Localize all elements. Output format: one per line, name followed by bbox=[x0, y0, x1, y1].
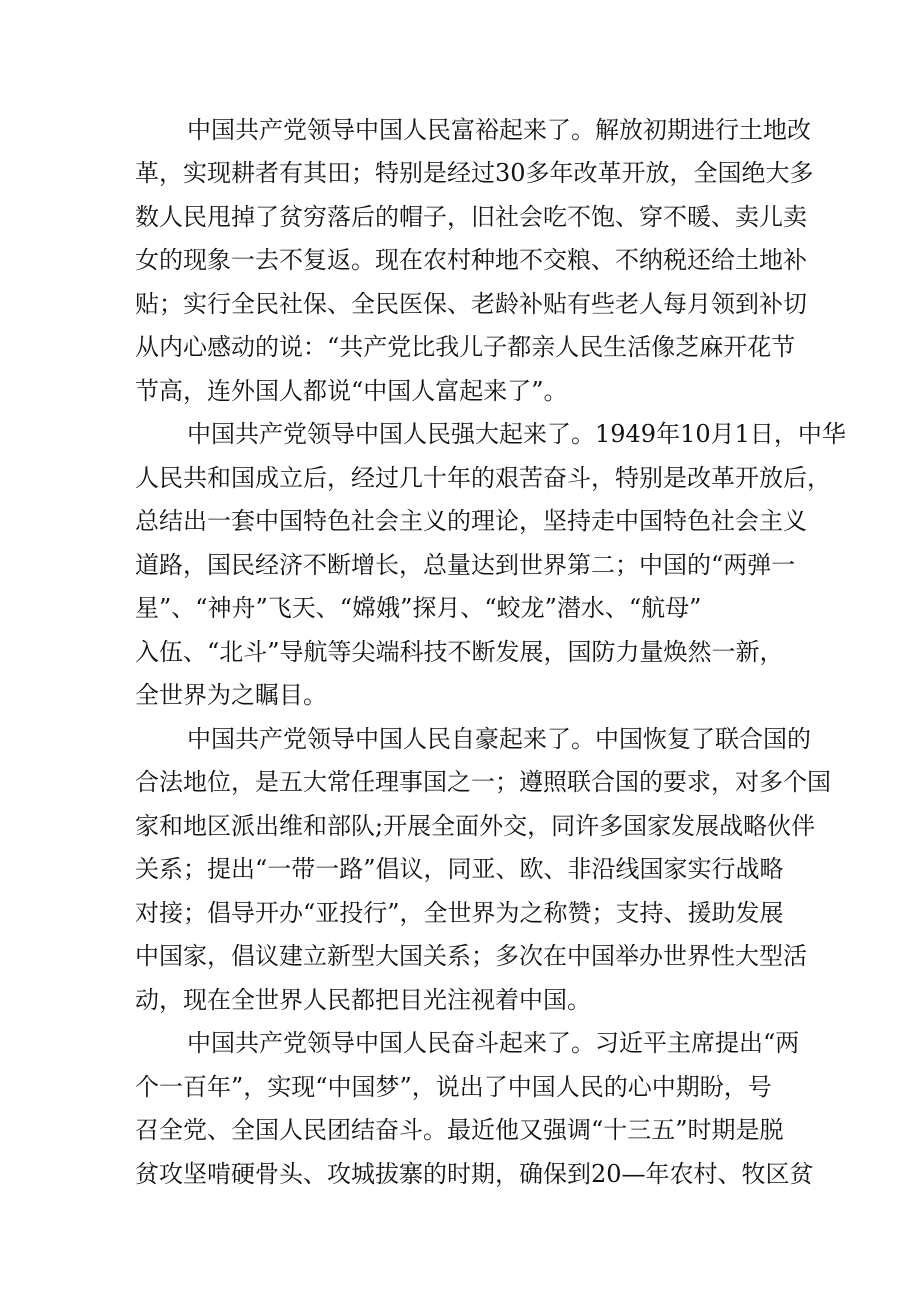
paragraph-1-line-3: 数人民甩掉了贫穷落后的帽子，旧社会吃不饱、穿不暖、卖儿卖 bbox=[135, 203, 807, 231]
paragraph-4-line-4: 贫攻坚啃硬骨头、攻城拔寨的时期，确保到20—年农村、牧区贫 bbox=[135, 1160, 814, 1188]
paragraph-3-line-2: 合法地位，是五大常任理事国之一；遵照联合国的要求，对多个国 bbox=[135, 768, 831, 796]
paragraph-3-line-1: 中国共产党领导中国人民自豪起来了。中国恢复了联合国的 bbox=[187, 725, 811, 753]
paragraph-2-line-3: 总结出一套中国特色社会主义的理论，坚持走中国特色社会主义 bbox=[135, 507, 807, 535]
paragraph-1-line-4: 女的现象一去不复返。现在农村种地不交粮、不纳税还给土地补 bbox=[135, 246, 807, 274]
paragraph-3-line-6: 中国家，倡议建立新型大国关系；多次在中国举办世界性大型活 bbox=[135, 942, 807, 970]
paragraph-1-line-2: 革，实现耕者有其田；特别是经过30多年改革开放，全国绝大多 bbox=[135, 159, 814, 187]
paragraph-2-line-7: 全世界为之瞩目。 bbox=[135, 681, 327, 709]
paragraph-3-line-4: 关系；提出“一带一路”倡议，同亚、欧、非沿线国家实行战略 bbox=[135, 855, 784, 883]
paragraph-4-line-3: 召全党、全国人民团结奋斗。最近他又强调“十三五”时期是脱 bbox=[135, 1116, 784, 1144]
paragraph-2-line-4: 道路，国民经济不断增长，总量达到世界第二；中国的“两弹一 bbox=[135, 551, 796, 579]
paragraph-1-line-6: 从内心感动的说：“共产党比我儿子都亲人民生活像芝麻开花节 bbox=[135, 333, 796, 361]
paragraph-3-line-3: 家和地区派出维和部队;开展全面外交，同许多国家发展战略伙伴 bbox=[135, 812, 816, 840]
paragraph-3-line-7: 动，现在全世界人民都把目光注视着中国。 bbox=[135, 986, 591, 1014]
paragraph-1-line-5: 贴；实行全民社保、全民医保、老龄补贴有些老人每月领到补切 bbox=[135, 290, 807, 318]
paragraph-4-line-2: 个一百年”，实现“中国梦”，说出了中国人民的心中期盼，号 bbox=[135, 1073, 772, 1101]
paragraph-2-line-1: 中国共产党领导中国人民强大起来了。1949年10月1日，中华 bbox=[187, 420, 846, 448]
paragraph-1-line-7: 节高，连外国人都说“中国人富起来了”。 bbox=[135, 377, 568, 405]
paragraph-4-line-1: 中国共产党领导中国人民奋斗起来了。习近平主席提出“两 bbox=[187, 1029, 800, 1057]
paragraph-3-line-5: 对接；倡导开办“亚投行”，全世界为之称赞；支持、援助发展 bbox=[135, 899, 784, 927]
paragraph-2-line-5: 星”、“神舟”飞天、“嫦娥”探月、“蛟龙”潜水、“航母” bbox=[135, 594, 702, 622]
paragraph-1-line-1: 中国共产党领导中国人民富裕起来了。解放初期进行土地改 bbox=[187, 116, 811, 144]
paragraph-2-line-6: 入伍、“北斗”导航等尖端科技不断发展，国防力量焕然一新， bbox=[135, 638, 784, 666]
paragraph-2-line-2: 人民共和国成立后，经过几十年的艰苦奋斗，特别是改革开放后， bbox=[135, 464, 831, 492]
